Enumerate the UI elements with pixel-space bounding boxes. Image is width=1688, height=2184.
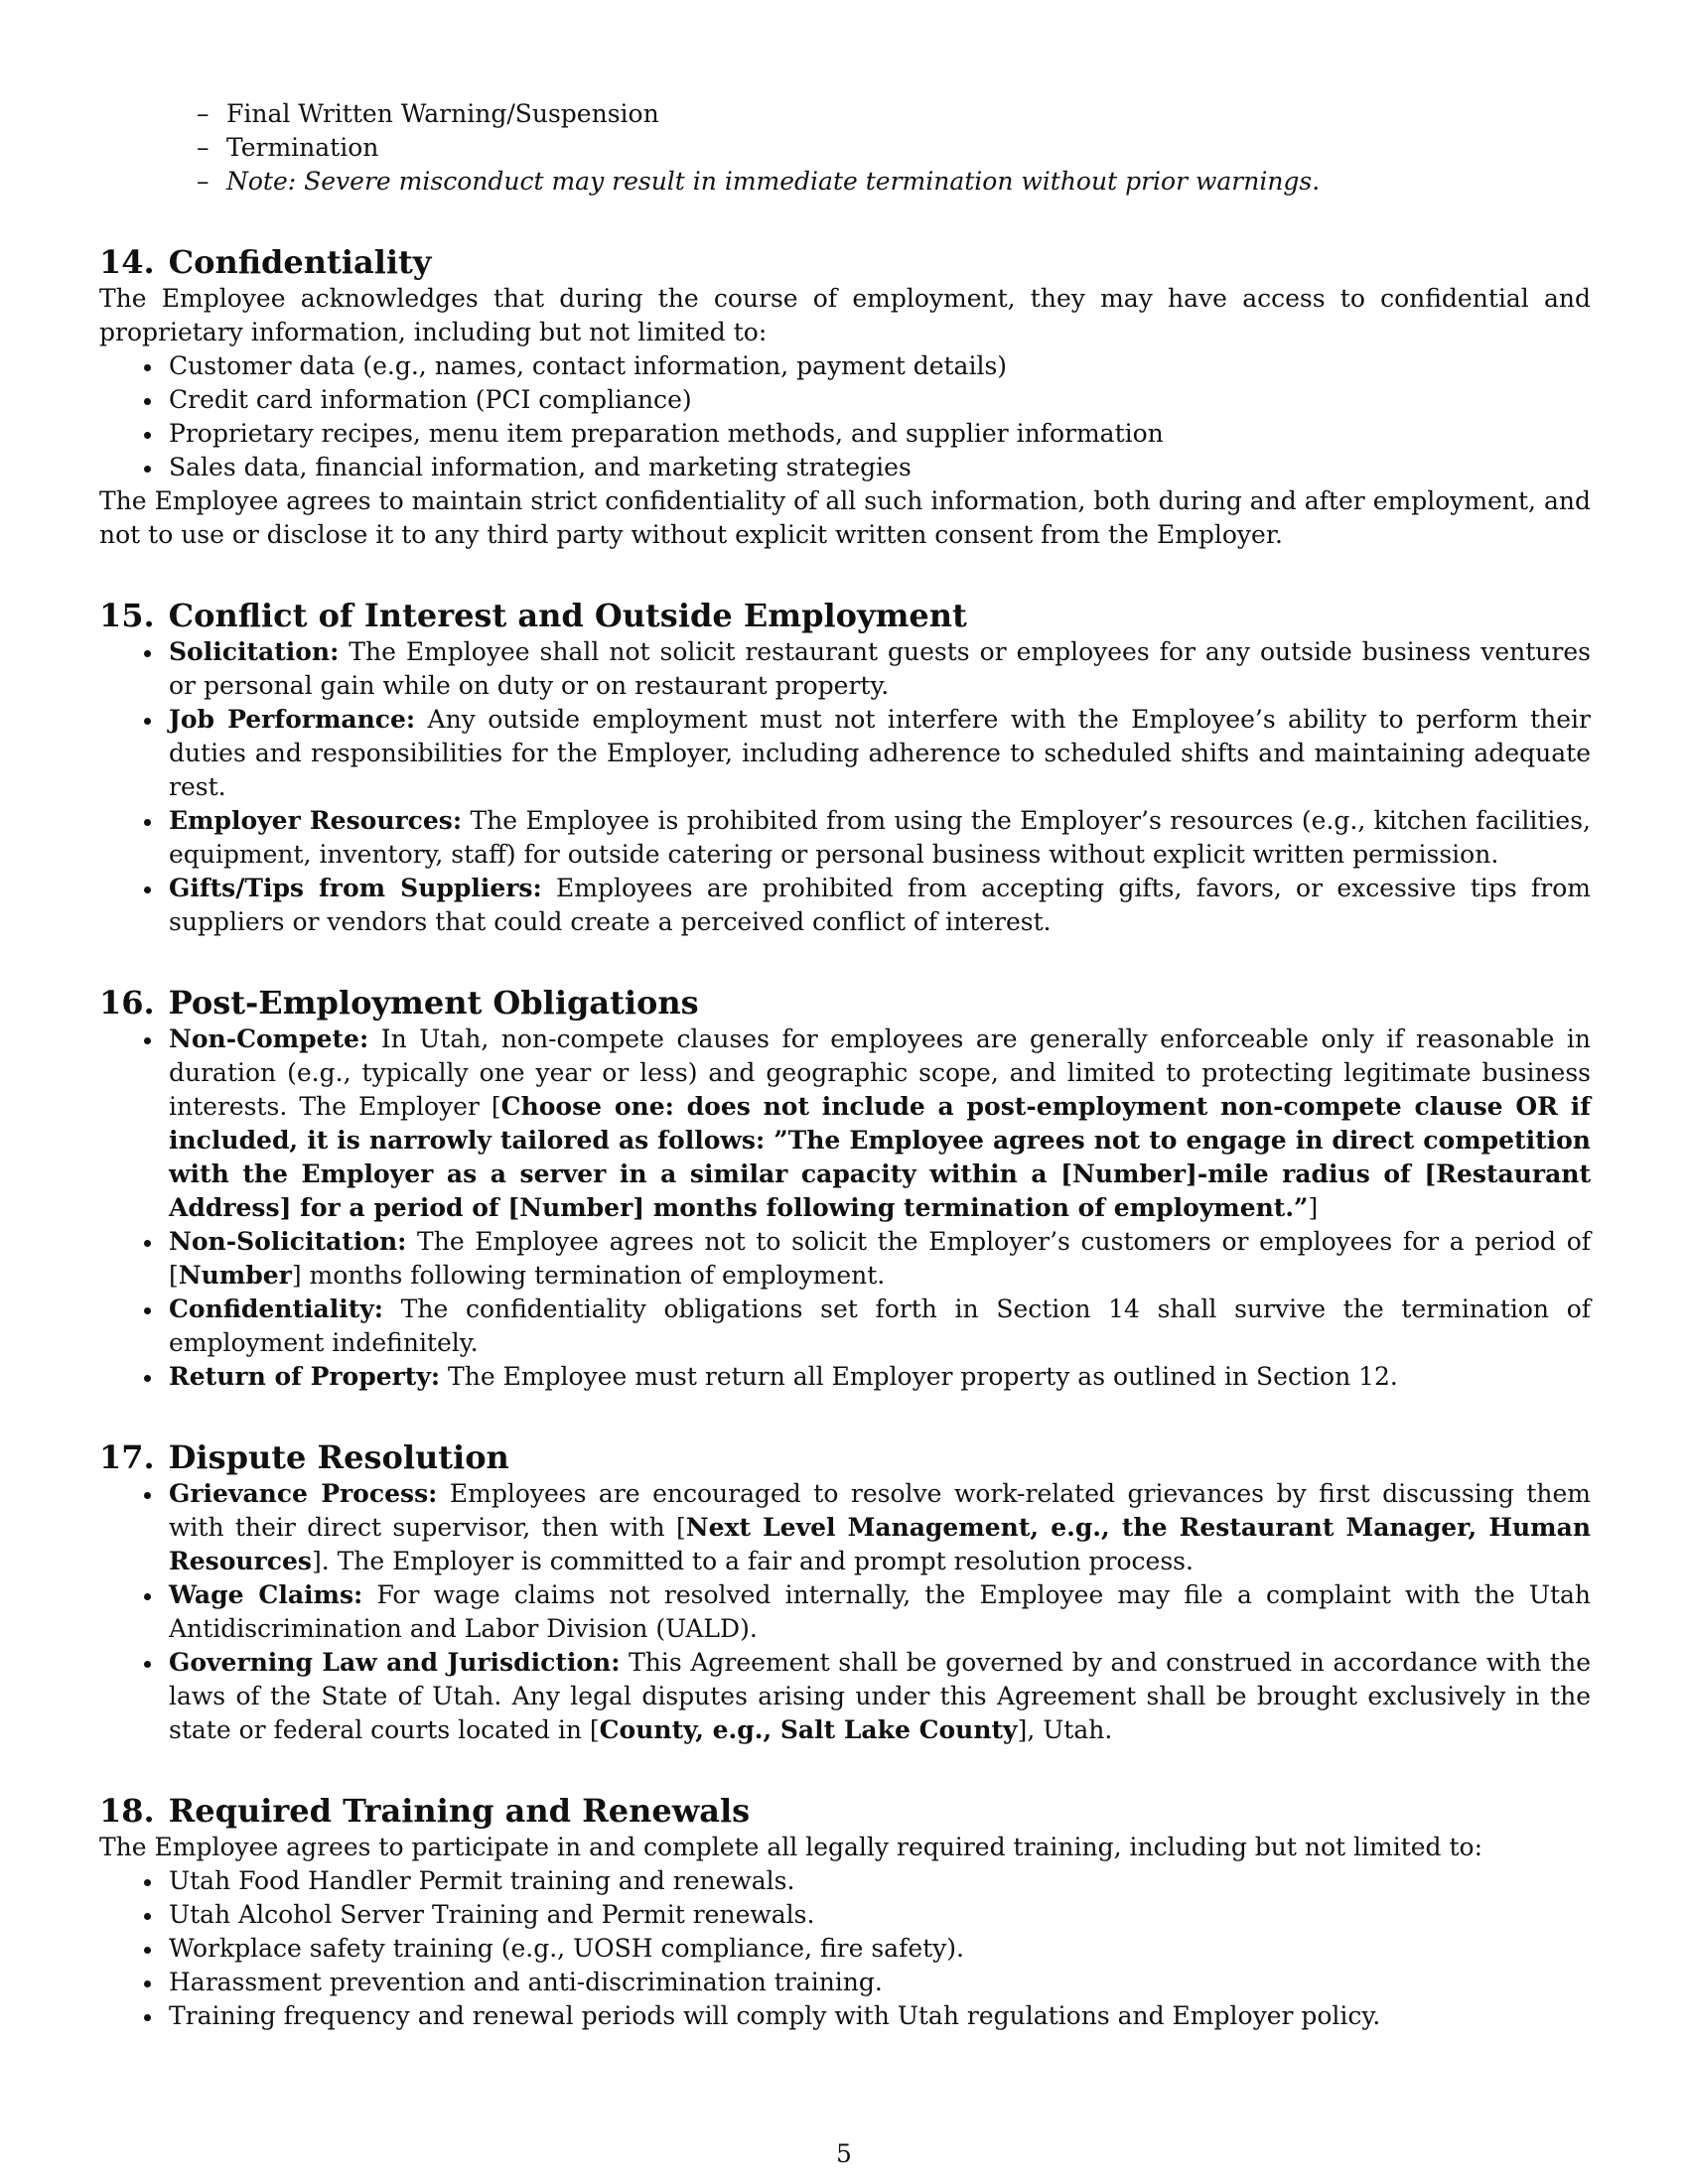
list-item: Utah Food Handler Permit training and renewals. [169, 1864, 1591, 1898]
list-item: Sales data, financial information, and marketing strategies [169, 451, 1591, 484]
section-15-list [99, 635, 1591, 939]
section-heading-15: 15. Conflict of Interest and Outside Employment [99, 597, 967, 634]
page-number: 5 [836, 2139, 852, 2168]
section-14-intro: The Employee acknowledges that during the course of employment, they may have access to confidential and proprietary information, including but not limited to: [99, 284, 1591, 346]
section-18-list [99, 1864, 1591, 2033]
list-item: Training frequency and renewal periods will comply with Utah regulations and Employer policy. [169, 1999, 1591, 2033]
list-item: Job Performance: Any outside employment must not interfere with the Employee’s ability to perform their duties and responsibilities for the Employer, including adherence to scheduled shifts and maintaining adequate rest. [169, 703, 1591, 804]
section-heading-16: 16. Post-Employment Obligations [99, 984, 699, 1022]
list-item: – Termination [197, 133, 379, 162]
list-item: – Final Written Warning/Suspension [197, 99, 659, 128]
section-18-intro: The Employee agrees to participate in and complete all legally required training, including but not limited to: [99, 1833, 1483, 1861]
list-item: Utah Alcohol Server Training and Permit renewals. [169, 1898, 1591, 1932]
list-item-note: – Note: Severe misconduct may result in immediate termination without prior warnings. [197, 167, 1321, 196]
list-item: Customer data (e.g., names, contact information, payment details) [169, 349, 1591, 383]
list-item-governing-law: Governing Law and Jurisdiction: This Agreement shall be governed by and construed in accordance with the laws of the State of Utah. Any legal disputes arising under this Agreement shall be brought exclusively in the state or federal courts located in [County, e.g., Salt Lake County], Utah. [169, 1646, 1591, 1747]
list-item-confidentiality: Confidentiality: The confidentiality obligations set forth in Section 14 shall survive the termination of employment indefinitely. [169, 1293, 1591, 1360]
list-item-wage-claims: Wage Claims: For wage claims not resolved internally, the Employee may file a complaint with the Utah Antidiscrimination and Labor Division (UALD). [169, 1578, 1591, 1646]
section-heading-17: 17. Dispute Resolution [99, 1438, 509, 1476]
section-heading-14: 14. Confidentiality [99, 243, 432, 281]
list-item: Proprietary recipes, menu item preparation methods, and supplier information [169, 417, 1591, 451]
discipline-steps-list [197, 97, 1591, 199]
section-17-list [99, 1477, 1591, 1747]
list-item: Employer Resources: The Employee is prohibited from using the Employer’s resources (e.g., kitchen facilities, equipment, inventory, staff) for outside catering or personal business without explicit written permission. [169, 804, 1591, 872]
section-14-closing: The Employee agrees to maintain strict confidentiality of all such information, both during and after employment, and not to use or disclose it to any third party without explicit written consent from the Employer. [99, 486, 1591, 549]
list-item: Credit card information (PCI compliance) [169, 383, 1591, 417]
list-item-non-solicitation: Non-Solicitation: The Employee agrees not to solicit the Employer’s customers or employees for a period of [Number] months following termination of employment. [169, 1225, 1591, 1293]
list-item-grievance: Grievance Process: Employees are encouraged to resolve work-related grievances by first discussing them with their direct supervisor, then with [Next Level Management, e.g., the Restaurant Manager, Human Resources]. The Employer is committed to a fair and prompt resolution process. [169, 1477, 1591, 1578]
list-item-non-compete: Non-Compete: In Utah, non-compete clauses for employees are generally enforceable only if reasonable in duration (e.g., typically one year or less) and geographic scope, and limited to protecting legitimate business interests. The Employer [Choose one: does not include a post-employment non-compete clause OR if included, it is narrowly tailored as follows: ”The Employee agrees not to engage in direct competition with the Employer as a server in a similar capacity within a [Number]-mile radius of [Restaurant Address] for a period of [Number] months following termination of employment.”] [169, 1023, 1591, 1225]
list-item: Gifts/Tips from Suppliers: Employees are prohibited from accepting gifts, favors, or excessive tips from suppliers or vendors that could create a perceived conflict of interest. [169, 872, 1591, 939]
section-16-list [99, 1023, 1591, 1394]
list-item-return-of-property: Return of Property: The Employee must return all Employer property as outlined in Section 12. [169, 1360, 1591, 1394]
list-item: Harassment prevention and anti-discrimination training. [169, 1966, 1591, 1999]
section-14-list [99, 349, 1591, 484]
section-heading-18: 18. Required Training and Renewals [99, 1792, 751, 1830]
list-item: Solicitation: The Employee shall not solicit restaurant guests or employees for any outside business ventures or personal gain while on duty or on restaurant property. [169, 635, 1591, 703]
list-item: Workplace safety training (e.g., UOSH compliance, fire safety). [169, 1932, 1591, 1966]
